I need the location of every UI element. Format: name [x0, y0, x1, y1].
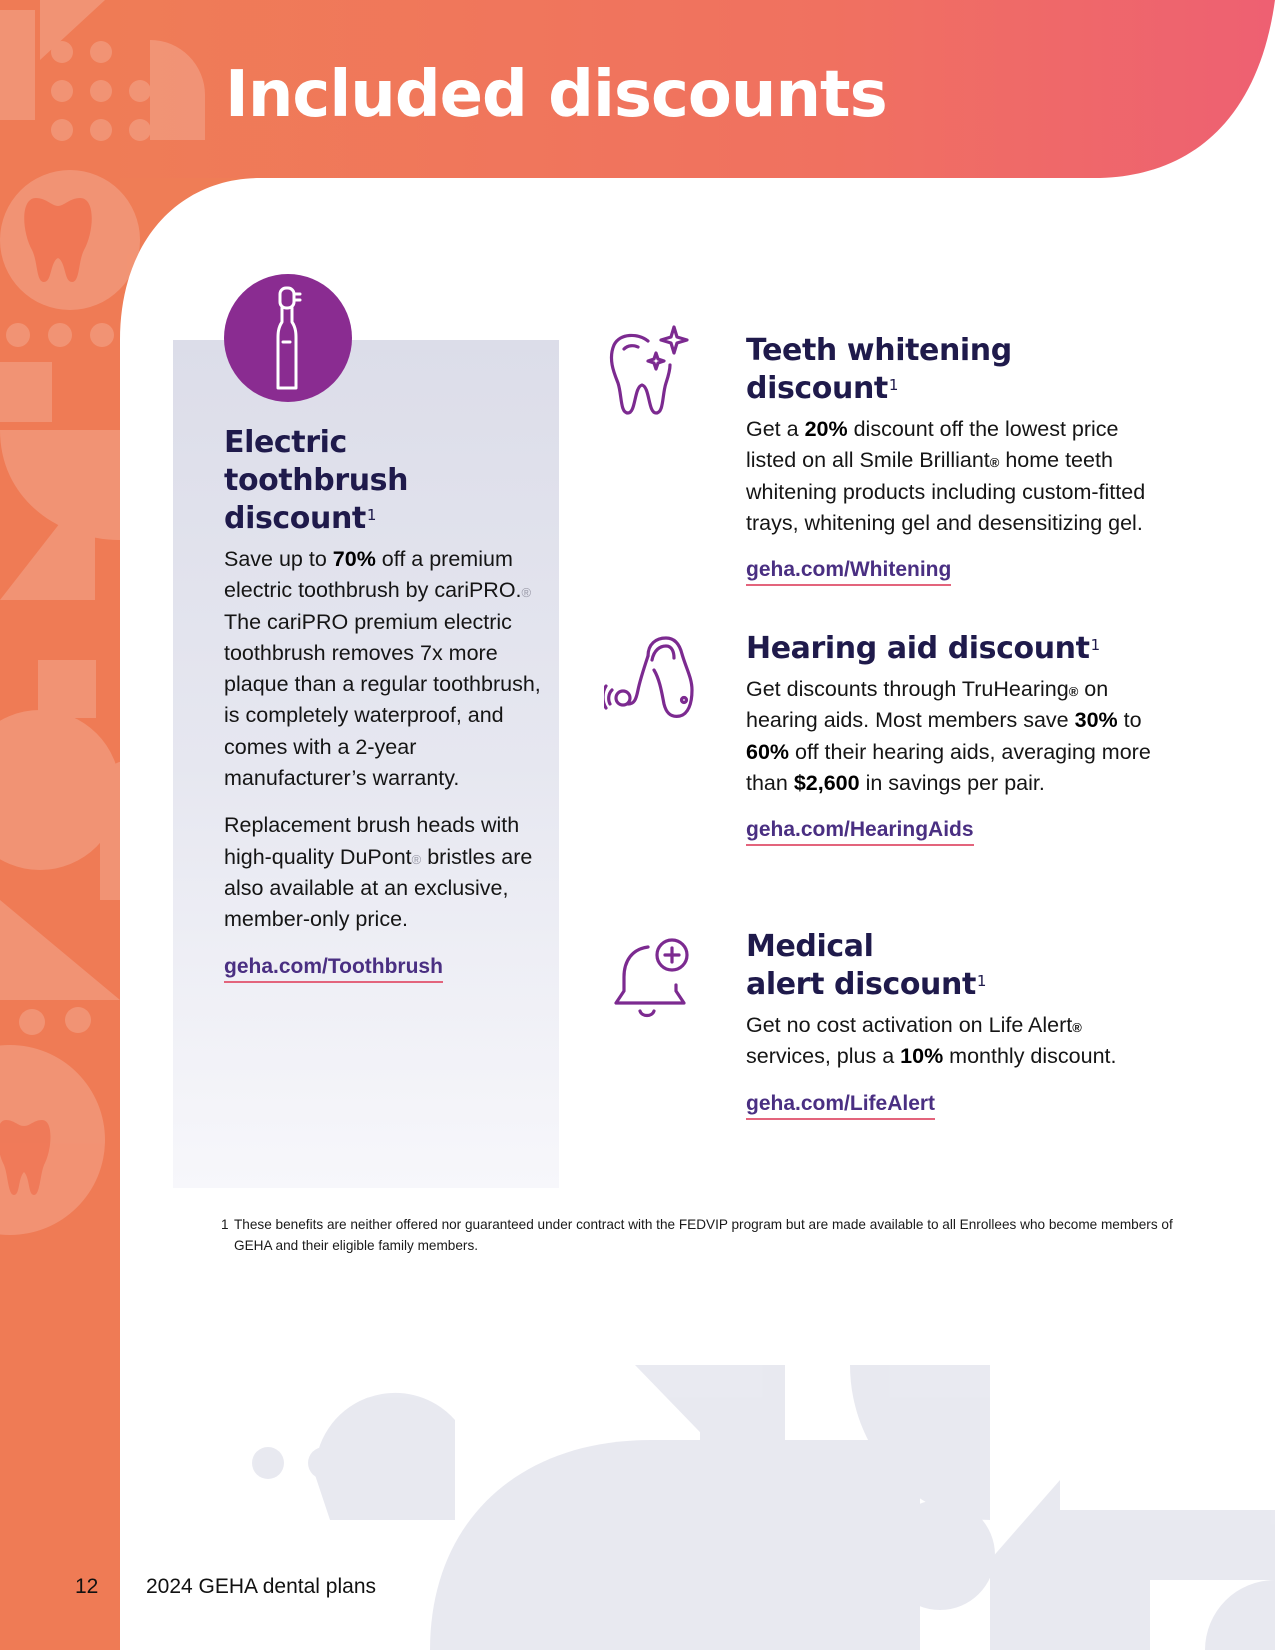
whitening-heading: Teeth whitening discount$^1$ — [746, 333, 1012, 406]
alert-heading: Medical alert discount$^1$ — [746, 929, 987, 1002]
footnote-marker: 1 — [888, 376, 899, 394]
toothbrush-link[interactable]: geha.com/Toothbrush — [224, 954, 443, 983]
hearing-aid-icon — [604, 634, 704, 720]
page-number: 12 — [75, 1575, 99, 1598]
footnote-marker: 1 — [1090, 636, 1100, 654]
hearing-section — [746, 630, 1166, 846]
bottom-pattern — [252, 1365, 1275, 1650]
whitening-section — [746, 332, 1166, 586]
footnote — [221, 1214, 1181, 1256]
footnote-text: These benefits are neither offered nor guaranteed under contract with the FEDVIP program but are made available to all Enrollees who become members of GEHA and their eligible family members. — [234, 1217, 1173, 1253]
hearing-description: Get discounts through TruHearing® on hearing aids. Most members save 30% to 60% off their hearing aids, averaging more than $2,600 in savings per pair. — [746, 677, 1151, 795]
page-title: Included discounts — [225, 58, 887, 132]
alert-bell-icon — [612, 935, 692, 1019]
toothbrush-heading: Electric toothbrush discount$^1$ — [224, 425, 409, 536]
sparkling-tooth-icon — [608, 323, 694, 418]
document-name: 2024 GEHA dental plans — [146, 1575, 376, 1598]
whitening-link[interactable]: geha.com/Whitening — [746, 557, 951, 586]
toothbrush-description: Save up to 70% off a premium electric toothbrush by cariPRO.® The cariPRO premium electric toothbrush removes 7x more plaque than a regular toothbrush, is completely waterproof, and comes with a 2-year manufacturer’s warranty. — [224, 547, 541, 791]
alert-section — [746, 928, 1166, 1120]
hearing-heading: Hearing aid discount$^1$ — [746, 631, 1100, 666]
footnote-marker: 1 — [976, 972, 987, 990]
alert-link[interactable]: geha.com/LifeAlert — [746, 1091, 935, 1120]
hearing-link[interactable]: geha.com/HearingAids — [746, 817, 974, 846]
whitening-description: Get a 20% discount off the lowest price listed on all Smile Brilliant® home teeth whitening products including custom-fitted trays, whitening gel and desensitizing gel. — [746, 417, 1146, 535]
footnote-marker: 1 — [366, 506, 377, 524]
toothbrush-content — [224, 424, 544, 983]
electric-toothbrush-icon — [224, 274, 352, 402]
alert-description: Get no cost activation on Life Alert® services, plus a 10% monthly discount. — [746, 1013, 1117, 1069]
footnote-number: 1 — [221, 1217, 229, 1232]
toothbrush-replacement-text: Replacement brush heads with high-quality DuPont® bristles are also available at an exclusive, member-only price. — [224, 813, 533, 932]
